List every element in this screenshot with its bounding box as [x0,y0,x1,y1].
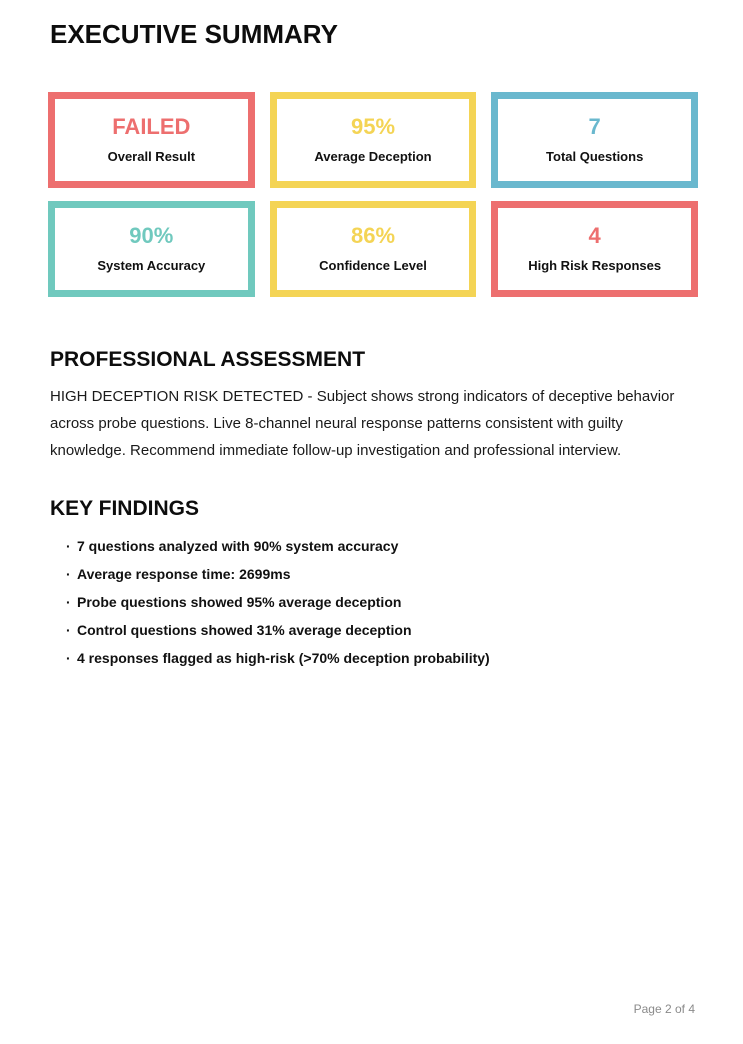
page-title: EXECUTIVE SUMMARY [50,19,338,49]
section-heading-key-findings: KEY FINDINGS [50,497,199,521]
stat-value: 90% [129,223,174,249]
stat-value: 95% [350,114,396,140]
stat-card-average-deception [270,92,477,188]
key-finding-item: · Control questions showed 31% average deception [66,616,698,644]
stat-card-overall-result [48,92,255,188]
stat-card-high-risk-responses [491,201,698,297]
stat-label: Total Questions [546,149,644,165]
stat-card-total-questions [491,92,698,188]
stat-value: 86% [350,223,396,249]
stat-cards-grid [48,92,698,297]
stat-label: System Accuracy [97,258,206,274]
key-findings-section [50,498,698,672]
stat-card-system-accuracy [48,201,255,297]
section-heading-professional-assessment: PROFESSIONAL ASSESSMENT [50,348,366,372]
stat-label: Overall Result [107,149,196,165]
key-finding-item: · Average response time: 2699ms [66,560,698,588]
assessment-paragraph: HIGH DECEPTION RISK DETECTED - Subject shows strong indicators of deceptive behavior across probe questions. Live 8-channel neural response patterns consistent with guilty knowledge. Recommend immediate follow-up investigation and professional interview. [50,388,675,460]
key-finding-item: · 7 questions analyzed with 90% system accuracy [66,532,698,560]
stat-label: Confidence Level [319,258,427,274]
stat-value: FAILED [112,114,191,140]
key-finding-item: · 4 responses flagged as high-risk (>70% deception probability) [66,644,698,672]
stat-card-confidence-level [270,201,477,297]
key-finding-item: · Probe questions showed 95% average deception [66,588,698,616]
page-footer: Page 2 of 4 [633,1002,695,1016]
stat-value: 4 [588,223,601,249]
professional-assessment-section [50,349,698,464]
stat-value: 7 [588,114,601,140]
key-findings-list [50,532,698,672]
stat-label: High Risk Responses [528,258,662,274]
stat-label: Average Deception [314,149,432,165]
